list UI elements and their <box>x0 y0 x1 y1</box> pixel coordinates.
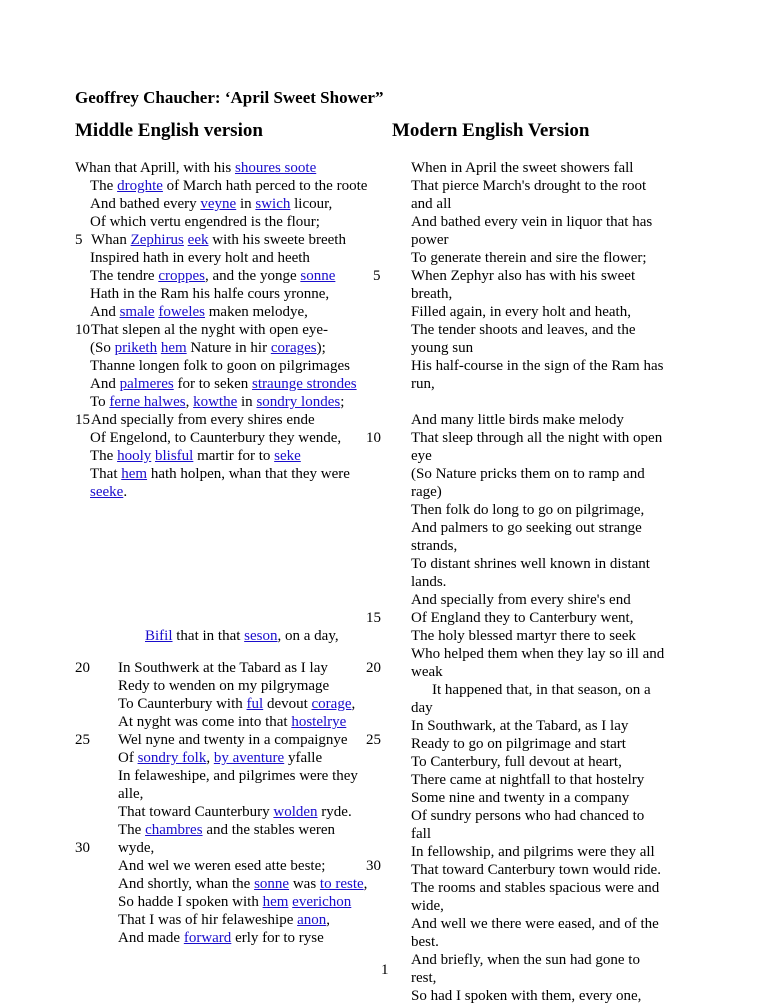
verse-text: , on a day, <box>277 628 339 644</box>
verse-text: wyde, <box>118 840 155 856</box>
verse-line: run, <box>411 376 435 392</box>
verse-line: fall <box>411 826 431 842</box>
verse-text: And <box>90 376 120 392</box>
glossary-link[interactable]: kowthe <box>193 394 238 410</box>
glossary-link[interactable]: blisful <box>155 448 194 464</box>
verse-line: When Zephyr also has with his sweet <box>411 268 636 284</box>
glossary-link[interactable]: sondry folk <box>137 750 207 766</box>
verse-line <box>118 911 330 929</box>
glossary-link[interactable]: veyne <box>200 196 237 212</box>
verse-line <box>90 357 350 375</box>
verse-line: And specially from every shire's end <box>411 592 631 608</box>
verse-text: To Caunterbury with <box>118 696 247 712</box>
verse-line: The holy blessed martyr there to seek <box>411 628 636 644</box>
verse-line: weak <box>411 664 443 680</box>
verse-line <box>90 483 127 501</box>
verse-line <box>118 875 367 893</box>
verse-text: That toward Caunterbury <box>118 804 274 820</box>
verse-line <box>118 839 154 857</box>
line-number: 10 <box>75 322 90 338</box>
verse-text: with his sweete breeth <box>208 232 346 248</box>
verse-text: So hadde I spoken with <box>118 894 263 910</box>
verse-line: Of England they to Canterbury went, <box>411 610 634 626</box>
verse-line: lands. <box>411 574 447 590</box>
glossary-link[interactable]: hostelrye <box>291 714 347 730</box>
glossary-link[interactable]: wolden <box>273 804 318 820</box>
verse-line: breath, <box>411 286 453 302</box>
glossary-link[interactable]: ful <box>246 696 264 712</box>
glossary-link[interactable]: priketh <box>114 340 158 356</box>
glossary-link[interactable]: hooly <box>117 448 152 464</box>
verse-line: Of sundry persons who had chanced to <box>411 808 645 824</box>
verse-line: And well we there were eased, and of the <box>411 916 659 932</box>
verse-line: In fellowship, and pilgrims were they all <box>411 844 655 860</box>
verse-line: His half-course in the sign of the Ram has <box>411 358 664 374</box>
verse-text: That slepen al the nyght with open eye- <box>91 322 329 338</box>
verse-line: wide, <box>411 898 444 914</box>
verse-line: In Southwark, at the Tabard, as I lay <box>411 718 629 734</box>
glossary-link[interactable]: Zephirus <box>130 232 184 248</box>
line-number: 30 <box>75 840 90 856</box>
verse-text: in <box>237 394 257 410</box>
verse-text: (So <box>90 340 115 356</box>
verse-line: young sun <box>411 340 474 356</box>
verse-text: maken melodye, <box>205 304 308 320</box>
glossary-link[interactable]: sondry londes <box>256 394 341 410</box>
verse-text: And wel we weren esed atte beste; <box>118 858 326 874</box>
verse-line <box>90 303 308 321</box>
glossary-link[interactable]: croppes <box>158 268 205 284</box>
verse-text: , <box>185 394 194 410</box>
verse-line: strands, <box>411 538 458 554</box>
glossary-link[interactable]: hem <box>160 340 187 356</box>
verse-text: Whan <box>91 232 131 248</box>
middle-english-heading: Middle English version <box>75 120 263 141</box>
verse-line: And palmers to go seeking out strange <box>411 520 642 536</box>
middle-english-bifil-line <box>145 627 339 645</box>
glossary-link[interactable]: seeke <box>90 484 124 500</box>
verse-text: And specially from every shires ende <box>91 412 315 428</box>
verse-text: And bathed every <box>90 196 201 212</box>
glossary-link[interactable]: forward <box>183 930 232 946</box>
verse-text: Nature in hir <box>186 340 271 356</box>
verse-text: , <box>206 750 214 766</box>
glossary-link[interactable]: seson <box>244 628 278 644</box>
verse-text: hath holpen, whan that they were <box>147 466 350 482</box>
verse-text: ryde. <box>317 804 352 820</box>
verse-line: And many little birds make melody <box>411 412 624 428</box>
glossary-link[interactable]: to reste <box>319 876 364 892</box>
line-number: 15 <box>75 412 90 428</box>
verse-line: rage) <box>411 484 442 500</box>
verse-line: Ready to go on pilgrimage and start <box>411 736 626 752</box>
verse-text: alle, <box>118 786 144 802</box>
verse-text: Hath in the Ram his halfe cours yronne, <box>90 286 330 302</box>
verse-line <box>90 375 357 393</box>
glossary-link[interactable]: seke <box>274 448 301 464</box>
glossary-link[interactable]: chambres <box>145 822 203 838</box>
verse-line <box>91 411 315 429</box>
verse-text: , <box>363 876 368 892</box>
glossary-link[interactable]: Bifil <box>145 628 173 644</box>
line-number: 10 <box>366 430 381 446</box>
glossary-link[interactable]: foweles <box>158 304 205 320</box>
verse-text: That <box>90 466 122 482</box>
verse-text: in <box>236 196 256 212</box>
line-number: 25 <box>75 732 90 748</box>
verse-line <box>90 249 310 267</box>
verse-line: And bathed every vein in liquor that has <box>411 214 653 230</box>
verse-line <box>91 321 328 339</box>
verse-text: erly for to ryse <box>231 930 324 946</box>
glossary-link[interactable]: everichon <box>292 894 352 910</box>
line-number: 5 <box>75 232 83 248</box>
verse-line: power <box>411 232 449 248</box>
glossary-link[interactable]: sonne <box>254 876 290 892</box>
glossary-link[interactable]: shoures soote <box>234 160 317 176</box>
line-number: 5 <box>373 268 381 284</box>
verse-text: Redy to wenden on my pilgrymage <box>118 678 330 694</box>
verse-text: And made <box>118 930 184 946</box>
verse-text: Inspired hath in every holt and heeth <box>90 250 310 266</box>
glossary-link[interactable]: anon <box>297 912 327 928</box>
verse-text: of March hath perced to the roote <box>162 178 368 194</box>
verse-line: There came at nightfall to that hostelry <box>411 772 645 788</box>
verse-text: martir for to <box>193 448 275 464</box>
line-number: 20 <box>366 660 381 676</box>
verse-line <box>90 267 335 285</box>
verse-text: In Southwerk at the Tabard as I lay <box>118 660 328 676</box>
verse-line: and all <box>411 196 452 212</box>
verse-line: When in April the sweet showers fall <box>411 160 634 176</box>
glossary-link[interactable]: straunge strondes <box>252 376 357 392</box>
verse-line <box>118 749 322 767</box>
verse-line <box>118 785 143 803</box>
verse-line <box>118 731 348 749</box>
verse-line <box>75 159 316 177</box>
verse-line <box>118 677 329 695</box>
verse-text: Of <box>118 750 138 766</box>
verse-text: licour, <box>290 196 333 212</box>
verse-text: that in that <box>172 628 245 644</box>
verse-text: , and the yonge <box>204 268 301 284</box>
verse-text: To <box>90 394 110 410</box>
verse-line <box>90 195 332 213</box>
verse-line: The tender shoots and leaves, and the <box>411 322 636 338</box>
verse-line <box>90 429 341 447</box>
verse-line <box>90 339 326 357</box>
verse-line: To generate therein and sire the flower; <box>411 250 647 266</box>
verse-text: That I was of hir felaweshipe <box>118 912 298 928</box>
verse-text: Of which vertu engendred is the flour; <box>90 214 320 230</box>
verse-text: , <box>326 912 331 928</box>
document-title: Geoffrey Chaucher: ‘April Sweet Shower” <box>75 88 384 107</box>
glossary-link[interactable]: smale <box>119 304 155 320</box>
verse-line: To Canterbury, full devout at heart, <box>411 754 622 770</box>
line-number: 20 <box>75 660 90 676</box>
verse-text: ); <box>316 340 326 356</box>
verse-line <box>90 465 350 483</box>
verse-text: ; <box>340 394 345 410</box>
verse-line: That toward Canterbury town would ride. <box>411 862 661 878</box>
glossary-link[interactable]: corages <box>270 340 317 356</box>
verse-line <box>118 695 355 713</box>
glossary-link[interactable]: ferne halwes <box>109 394 186 410</box>
verse-text: The tendre <box>90 268 159 284</box>
verse-line <box>118 767 358 785</box>
verse-line: rest, <box>411 970 437 986</box>
verse-line: Then folk do long to go on pilgrimage, <box>411 502 645 518</box>
verse-text: Thanne longen folk to goon on pilgrimages <box>90 358 350 374</box>
glossary-link[interactable]: swich <box>255 196 291 212</box>
verse-line <box>118 821 335 839</box>
verse-line: Who helped them when they lay so ill and <box>411 646 665 662</box>
verse-text: In felaweshipe, and pilgrimes were they <box>118 768 358 784</box>
verse-line: It happened that, in that season, on a <box>432 682 651 698</box>
verse-line: That pierce March's drought to the root <box>411 178 647 194</box>
verse-line <box>118 857 325 875</box>
line-number: 15 <box>366 610 381 626</box>
verse-line: To distant shrines well known in distant <box>411 556 650 572</box>
verse-line: eye <box>411 448 432 464</box>
glossary-link[interactable]: droghte <box>117 178 163 194</box>
verse-line: day <box>411 700 433 716</box>
glossary-link[interactable]: sonne <box>300 268 336 284</box>
line-number: 30 <box>366 858 381 874</box>
verse-text: . <box>123 484 128 500</box>
verse-text: And shortly, whan the <box>118 876 255 892</box>
verse-line <box>91 231 346 249</box>
verse-line <box>118 713 346 731</box>
verse-text: Wel nyne and twenty in a compaignye <box>118 732 348 748</box>
verse-line <box>118 893 351 911</box>
verse-line: best. <box>411 934 439 950</box>
verse-text: The <box>118 822 146 838</box>
glossary-link[interactable]: corage <box>311 696 352 712</box>
glossary-link[interactable]: eek <box>187 232 209 248</box>
verse-line: Filled again, in every holt and heath, <box>411 304 631 320</box>
verse-line <box>90 213 320 231</box>
verse-line: And briefly, when the sun had gone to <box>411 952 640 968</box>
verse-line: (So Nature pricks them on to ramp and <box>411 466 645 482</box>
verse-text: Of Engelond, to Caunterbury they wende, <box>90 430 342 446</box>
verse-text: At nyght was come into that <box>118 714 292 730</box>
verse-text: for to seken <box>173 376 253 392</box>
glossary-link[interactable]: palmeres <box>119 376 174 392</box>
verse-line: Some nine and twenty in a company <box>411 790 630 806</box>
glossary-link[interactable]: by aventure <box>213 750 285 766</box>
verse-text: was <box>289 876 320 892</box>
verse-line <box>90 393 344 411</box>
verse-text: The <box>90 448 118 464</box>
verse-text: and the stables weren <box>202 822 336 838</box>
verse-line <box>90 285 329 303</box>
verse-line: That sleep through all the night with open <box>411 430 663 446</box>
verse-text: , <box>351 696 356 712</box>
page-number: 1 <box>381 962 389 978</box>
verse-text: And <box>90 304 120 320</box>
verse-text: yfalle <box>284 750 323 766</box>
verse-text: Whan that Aprill, with his <box>75 160 235 176</box>
verse-line <box>118 929 324 947</box>
modern-english-heading: Modern English Version <box>392 120 590 141</box>
glossary-link[interactable]: hem <box>121 466 148 482</box>
verse-line: The rooms and stables spacious were and <box>411 880 660 896</box>
verse-line <box>118 659 328 677</box>
verse-text: devout <box>263 696 312 712</box>
glossary-link[interactable]: hem <box>262 894 289 910</box>
verse-text: The <box>90 178 118 194</box>
line-number: 25 <box>366 732 381 748</box>
verse-line <box>118 803 352 821</box>
verse-line <box>90 447 301 465</box>
verse-line: So had I spoken with them, every one, <box>411 988 642 1004</box>
verse-line <box>90 177 367 195</box>
